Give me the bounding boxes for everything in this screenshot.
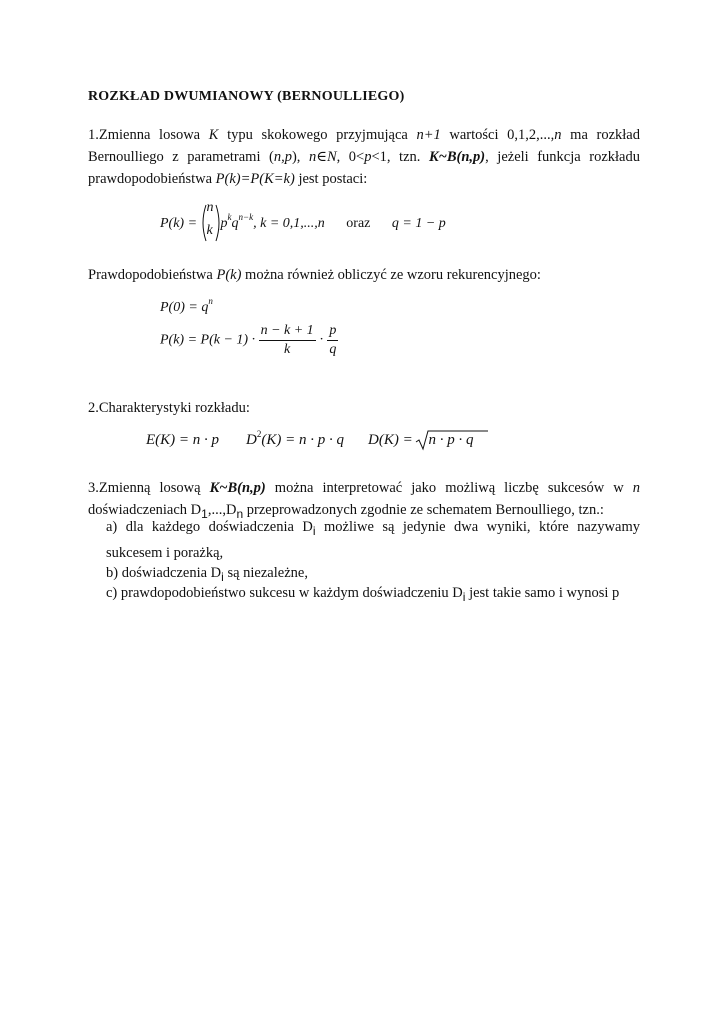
oraz-text: oraz <box>346 216 371 232</box>
recurrence-formula-1 <box>160 296 213 316</box>
term-q: q <box>231 216 239 232</box>
k-binomial-notation: K~B(n,p) <box>209 480 266 496</box>
var-n: n <box>632 480 640 496</box>
subscript-i: i <box>312 524 316 538</box>
text: a) dla każdego doświadczenia D <box>106 519 313 535</box>
n-in-N: n∈N <box>308 149 337 165</box>
subscript-1: 1 <box>201 507 208 521</box>
pk: P(k) <box>216 267 242 283</box>
text: b) doświadczenia D <box>106 565 222 581</box>
text: jest takie samo i wynosi p <box>465 585 620 601</box>
formula-lhs: P(k) = <box>160 216 198 232</box>
subscript-i: i <box>221 570 224 584</box>
binomial-formula <box>160 200 446 241</box>
binom-bottom: k <box>206 223 213 238</box>
text: c) prawdopodobieństwo sukcesu w każdym doświadczeniu D <box>106 585 463 601</box>
fraction-1-denominator: k <box>284 342 291 357</box>
exp-n: n <box>208 296 213 306</box>
text: , jeżeli funkcja rozkładu <box>485 149 640 165</box>
var-n-plus-1: n+1 <box>416 127 441 143</box>
list-item-a-continued <box>106 542 640 564</box>
q-definition: q = 1 − p <box>391 216 446 232</box>
sqrt-radicand: n · p · q <box>428 432 474 448</box>
k-binomial-notation: K~B(n,p) <box>428 149 486 165</box>
fraction-2-numerator: p <box>327 322 338 341</box>
text: możliwe są jedynie dwa wyniki, które nazywamy <box>315 519 640 535</box>
variance-rhs: (K) = n · p · q <box>261 432 344 448</box>
text: , 0< <box>336 149 365 165</box>
text: prawdopodobieństwa <box>88 171 216 187</box>
recurrence-intro <box>88 264 541 286</box>
text: ,...,D <box>207 502 237 518</box>
binom-top: n <box>206 200 214 215</box>
fraction-2-denominator: q <box>329 342 337 357</box>
recurrence-formula-2 <box>160 322 338 359</box>
var-k: K <box>208 127 219 143</box>
expected-value: E(K) = n · p <box>146 432 220 448</box>
text: sukcesem i porażką, <box>106 545 224 561</box>
text: doświadczeniach D <box>88 502 202 518</box>
text: można interpretować jako możliwą liczbę sukcesów w <box>265 480 633 496</box>
list-item-a <box>106 516 640 538</box>
pk-definition: P(k)=P(K=k) <box>215 171 295 187</box>
text: jest postaci: <box>294 171 368 187</box>
text: 1.Zmienna losowa <box>88 127 209 143</box>
text: Prawdopodobieństwa <box>88 267 217 283</box>
subscript-i: i <box>462 590 466 604</box>
variance-d: D <box>246 432 257 448</box>
text: Bernoulliego z parametrami ( <box>88 149 274 165</box>
fraction-1-numerator: n − k + 1 <box>259 322 316 341</box>
section2-heading: 2.Charakterystyki rozkładu: <box>88 400 250 416</box>
text: <1, tzn. <box>371 149 429 165</box>
formula-range: , k = 0,1,...,n <box>253 216 325 232</box>
sqrt-sign <box>416 430 488 452</box>
binomial-coefficient <box>201 200 221 241</box>
list-item-b <box>106 562 640 584</box>
subscript-n: n <box>236 507 244 521</box>
exp-k: k <box>227 212 232 223</box>
document-title: ROZKŁAD DWUMIANOWY (BERNOULLIEGO) <box>88 89 405 104</box>
exp-n-minus-k: n−k <box>238 212 254 223</box>
std-dev-lhs: D(K) = <box>368 432 413 448</box>
text: ma rozkład <box>561 127 640 143</box>
list-item-c <box>106 582 640 604</box>
text: można również obliczyć ze wzoru rekurencyjnego: <box>241 267 541 283</box>
fraction-2 <box>327 322 338 359</box>
expected-value-formula <box>146 432 219 449</box>
pk-recurrence-lhs: P(k) = P(k − 1) · <box>160 332 256 348</box>
std-dev-formula <box>368 432 473 449</box>
dot: · <box>319 332 324 348</box>
fraction-1 <box>259 322 316 359</box>
section3-paragraph <box>88 477 640 521</box>
var-n: n <box>554 127 562 143</box>
p0-formula: P(0) = q <box>160 300 209 315</box>
variance-exp: 2 <box>256 429 262 439</box>
text: są niezależne, <box>223 565 308 581</box>
text: 3.Zmienną losową <box>88 480 210 496</box>
variance-formula <box>246 429 344 449</box>
text: ), <box>291 149 309 165</box>
sqrt <box>416 432 473 449</box>
term-p: p <box>220 216 228 232</box>
text: wartości 0,1,2,..., <box>440 127 555 143</box>
text: typu skokowego przyjmująca <box>218 127 417 143</box>
text: przeprowadzonych zgodnie ze schematem Bernoulliego, tzn.: <box>243 502 604 518</box>
var-p: p <box>364 149 372 165</box>
section1-paragraph <box>88 124 640 190</box>
params: n,p <box>273 149 292 165</box>
